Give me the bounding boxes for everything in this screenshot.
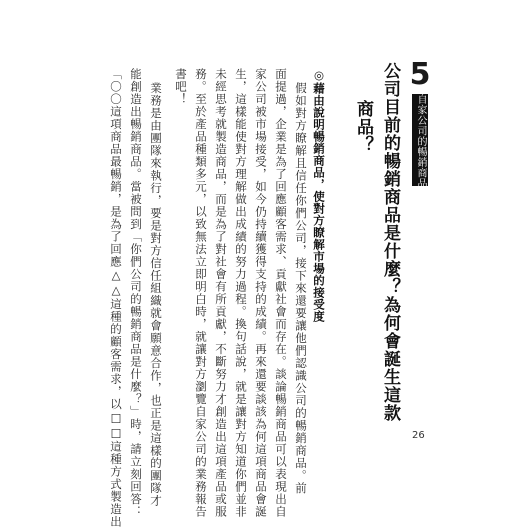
subheading: ◎藉由說明暢銷商品，使對方瞭解市場的接受度 xyxy=(312,68,326,323)
body-line: 務。至於產品種類多元，以致無法立即明白時，就讓對方瀏覽自家公司的業務報告 xyxy=(194,68,208,518)
body-line: 業務是由團隊來執行，要是對方信任組織就會願意合作，也正是這樣的團隊才 xyxy=(149,82,163,507)
body-line: 未經思考就製造商品，而是為了對社會有所貢獻，不斷努力才創造出這項產品或服 xyxy=(214,68,228,518)
section-label: 自家公司的暢銷商品 xyxy=(415,94,426,189)
chapter-title-line-1: 公司目前的暢銷商品是什麼？為何會誕生這款 xyxy=(380,62,400,422)
body-line: 能創造出暢銷商品。當被問到「你們公司的暢銷商品是什麼？」時，請立刻回答： xyxy=(129,68,143,518)
body-line: 假如對方瞭解且信任你們公司，接下來還要讓他們認識公司的暢銷商品。前 xyxy=(294,82,308,495)
body-line: 生，這樣能使對方理解做出成績的努力過程。換句話說，就是讓對方知道你們並非 xyxy=(234,68,248,518)
body-line: 「〇〇這項商品最暢銷，是為了回應△△這種的顧客需求，以□□這種方式製造出 xyxy=(109,68,123,528)
body-line: 面提過，企業是為了回應顧客需求、貢獻社會而存在。談論暢銷商品可以表現出自 xyxy=(274,68,288,518)
section-ribbon xyxy=(412,94,428,189)
section-number: 5 xyxy=(409,57,431,92)
body-line: 家公司被市場接受，如今仍持續獲得支持的成績。再來還要談該為何這項商品會誕 xyxy=(254,68,268,518)
page-number: 26 xyxy=(412,430,425,441)
body-line: 書吧！ xyxy=(174,68,188,106)
chapter-title-line-2: 商品？ xyxy=(353,100,373,154)
